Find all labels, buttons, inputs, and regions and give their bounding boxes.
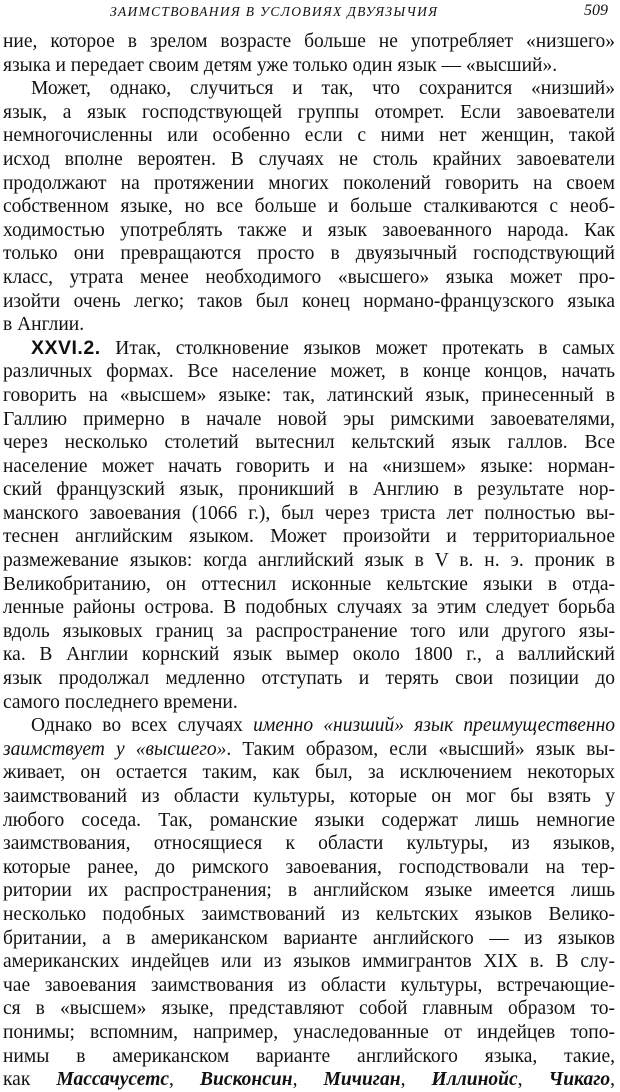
text-line: [3, 77, 615, 101]
text-line: [3, 549, 615, 573]
text-line: [3, 455, 615, 479]
text-run: теснен английским языком. Может произойти и территориальное: [3, 526, 615, 548]
text-run: собственном языке, но все больше и больше сталкиваются с необ-: [3, 196, 615, 218]
text-line: [3, 596, 615, 620]
text-line: [3, 573, 615, 597]
text-run: языка и передает своим детям уже только один язык — «высший».: [3, 54, 558, 76]
text-run: немногочисленны или особенно если с ними нет женщин, такой: [3, 125, 615, 147]
text-line: [3, 620, 615, 644]
text-line: [3, 809, 615, 833]
text-line: [3, 1021, 615, 1045]
text-run: исход вполне вероятен. В случаях не столь крайних завоеватели: [3, 148, 615, 170]
text-line: [3, 997, 615, 1021]
text-run: ка. В Англии корнский язык вымер около 1800 г., а валлийский: [3, 644, 615, 666]
text-line: [3, 950, 615, 974]
text-run: Великобританию, он оттеснил исконные кельтские языки в отда-: [3, 573, 615, 595]
section-number: XXVI.2.: [31, 336, 101, 359]
text-run: Однако во всех случаях: [31, 715, 254, 737]
italic-text: именно «низший» язык преимущественно: [253, 715, 615, 737]
text-line: [3, 172, 615, 196]
text-run: ходимостью употреблять также и язык завоеванного народа. Как: [3, 219, 615, 241]
emphasized-term: Чикаго: [548, 1069, 611, 1091]
emphasized-term: Массачусетс: [56, 1069, 170, 1091]
text-run: понимы; вспомним, например, унаследованные от индейцев топо-: [3, 1021, 615, 1043]
text-line: [3, 785, 615, 809]
text-line: [3, 101, 615, 125]
text-line: [3, 927, 615, 951]
text-run: ние, которое в зрелом возрасте больше не употребляет «низшего»: [3, 31, 615, 52]
text-line: [3, 219, 615, 243]
text-line: [3, 1068, 615, 1092]
text-run: различных формах. Все население может, в конце концов, начать: [3, 361, 615, 383]
text-run: продолжают на протяжении многих поколений говорить на своем: [3, 172, 615, 194]
text-run: ритории их распространения; в английском языке имеется лишь: [3, 880, 615, 902]
text-line: [3, 242, 615, 266]
text-run: язык, а язык господствующей группы отомрет. Если завоеватели: [3, 101, 615, 123]
text-line: [3, 384, 615, 408]
text-line: [3, 124, 615, 148]
text-line: [3, 408, 615, 432]
text-line: [3, 856, 615, 880]
text-line: [3, 643, 615, 667]
text-run: через несколько столетий вытеснил кельтский язык галлов. Все: [3, 432, 615, 454]
text-line: [3, 30, 615, 54]
text-run: американских индейцев или из языков иммигрантов XIX в. В слу-: [3, 951, 615, 973]
text-line: [3, 525, 615, 549]
text-line: [3, 1045, 615, 1069]
text-line: [3, 667, 615, 691]
text-run: ,: [517, 1069, 549, 1091]
text-line: [3, 431, 615, 455]
text-run: ,: [400, 1069, 432, 1091]
text-line: [3, 195, 615, 219]
text-run: . Таким образом, если «высший» язык вы-: [226, 738, 615, 760]
text-run: размежевание языков: когда английский язык в V в. н. э. проник в: [3, 550, 615, 572]
page-number: 509: [584, 2, 608, 19]
text-run: нимы в американском варианте английского языка, такие,: [3, 1045, 615, 1067]
text-run: манского завоевания (1066 г.), был через триста лет полностью вы-: [3, 502, 615, 524]
running-head: ЗАИМСТВОВАНИЯ В УСЛОВИЯХ ДВУЯЗЫЧИЯ: [110, 4, 439, 19]
text-run: самого последнего времени.: [3, 691, 238, 713]
text-line: [3, 266, 615, 290]
text-run: говорить на «высшем» языке: так, латинский язык, принесенный в: [3, 384, 615, 406]
text-run: Галлию примерно в начале новой эры римскими завоевателями,: [3, 408, 615, 430]
text-run: ,: [169, 1069, 200, 1091]
text-line: [3, 290, 615, 314]
emphasized-term: Висконсин: [200, 1069, 293, 1091]
text-run: которые ранее, до римского завоевания, господствовали на тер-: [3, 856, 615, 878]
page-header: [0, 2, 620, 22]
text-line: [3, 337, 615, 361]
text-line: [3, 714, 615, 738]
text-run: вдоль языковых границ за распространение того или другого язы-: [3, 620, 615, 642]
text-run: изойти очень легко; таков был конец нормано-французского языка: [3, 290, 615, 312]
text-line: [3, 738, 615, 762]
text-line: [3, 502, 615, 526]
text-run: британии, а в американском варианте английского — из языков: [3, 927, 615, 949]
body-text: [3, 30, 615, 1092]
text-line: [3, 478, 615, 502]
text-run: ,: [292, 1069, 324, 1091]
text-run: ленные районы острова. В подобных случаях за этим следует борьба: [3, 597, 615, 619]
text-run: заимствований из области культуры, которые он мог бы взять у: [3, 786, 615, 807]
text-line: [3, 360, 615, 384]
text-line: [3, 903, 615, 927]
text-line: [3, 879, 615, 903]
text-line: [3, 313, 615, 337]
text-run: несколько подобных заимствований из кельтских языков Велико-: [3, 903, 615, 925]
text-line: [3, 148, 615, 172]
text-line: [3, 832, 615, 856]
text-run: ся в «высшем» языке, представляют собой главным образом то-: [3, 998, 615, 1020]
text-line: [3, 761, 615, 785]
text-run: ский французский язык, проникший в Англию в результате нор-: [3, 479, 615, 501]
text-run: ,: [610, 1069, 615, 1091]
emphasized-term: Мичиган: [323, 1069, 401, 1091]
emphasized-term: Иллинойс: [431, 1069, 518, 1091]
text-run: как: [3, 1069, 57, 1091]
text-run: Итак, столкновение языков может протекать в самых: [100, 337, 615, 359]
text-line: [3, 974, 615, 998]
text-run: класс, утрата менее необходимого «высшего» языка может про-: [3, 266, 615, 288]
text-run: живает, он остается таким, как был, за исключением некоторых: [3, 762, 615, 784]
text-run: чае завоевания заимствования из области культуры, встречающие-: [3, 974, 615, 996]
text-run: любого соседа. Так, романские языки содержат лишь немногие: [3, 809, 615, 831]
text-line: [3, 691, 615, 715]
text-run: заимствования, относящиеся к области культуры, из языков,: [3, 833, 615, 855]
text-run: в Англии.: [3, 314, 85, 336]
text-run: только они превращаются просто в двуязычный господствующий: [3, 243, 615, 265]
italic-text: заимствует у «высшего»: [3, 738, 227, 760]
text-run: население может начать говорить и на «низшем» языке: норман-: [3, 455, 615, 477]
text-line: [3, 54, 615, 78]
text-run: язык продолжал медленно отступать и терять свои позиции до: [3, 668, 615, 690]
text-run: Может, однако, случиться и так, что сохранится «низший»: [31, 78, 615, 100]
